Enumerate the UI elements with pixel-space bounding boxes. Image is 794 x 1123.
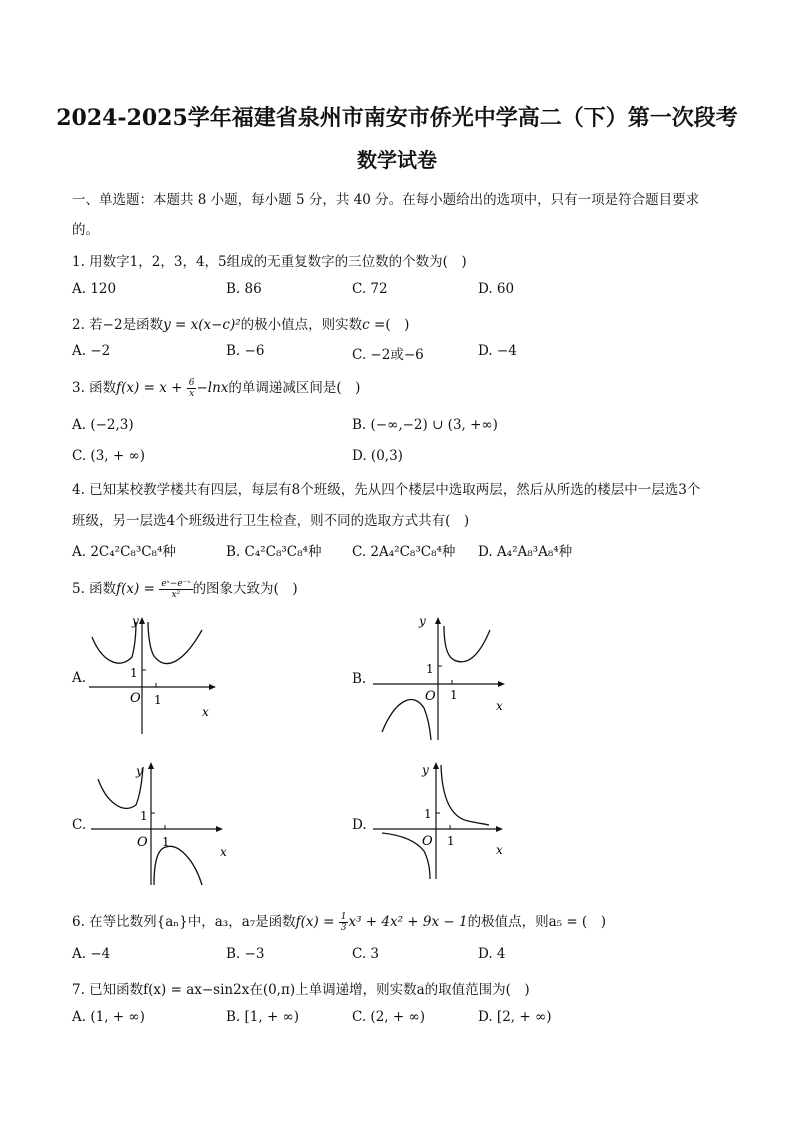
graph-c-tick-x: 1 [162, 835, 170, 849]
q6-formula-a: f(x) = [295, 914, 335, 930]
graph-b-x-label: x [496, 699, 503, 713]
question-6-stem [72, 910, 606, 933]
graph-d-y-label: y [422, 763, 429, 777]
graph-d-x-arrow [496, 826, 503, 832]
graph-c-origin: O [137, 835, 148, 850]
graph-b-tick-y: 1 [426, 662, 434, 676]
q2-suffix: 的极小值点，则实数 [240, 317, 363, 333]
q5-frac-den: x² [171, 590, 181, 600]
graph-a-y-label: y [132, 614, 139, 628]
q5-formula: f(x) = [116, 581, 155, 597]
graph-c-y-arrow [148, 762, 154, 769]
graph-c-x-label: x [220, 845, 227, 859]
question-7-stem: 7. 已知函数f(x) = ax−sin2x在(0,π)上单调递增，则实数a的取值范围为( ) [72, 982, 530, 998]
graph-b-y-arrow [435, 617, 441, 624]
q3-formula-a: f(x) = x + [116, 380, 183, 396]
question-4-stem-cont: 班级，另一层选4个班级进行卫生检查，则不同的选取方式共有( ) [72, 513, 470, 529]
q4-option-b[interactable]: B. C₄²C₈³C₈⁴种 [226, 544, 322, 560]
q1-option-b[interactable]: B. 86 [226, 281, 262, 297]
q5-graph-c[interactable] [86, 757, 236, 889]
section-heading-cont: 的。 [72, 222, 99, 238]
graph-a-origin: O [130, 691, 141, 706]
question-2-stem [72, 313, 409, 333]
question-1-stem: 1. 用数字1，2，3，4，5组成的无重复数字的三位数的个数为( ) [72, 254, 467, 270]
graph-d-origin: O [422, 834, 433, 849]
graph-c-tick-y: 1 [140, 809, 148, 823]
exam-subtitle: 数学试卷 [357, 148, 437, 172]
graph-d-curve-right [441, 765, 489, 825]
q2-option-c[interactable]: C. −2或−6 [352, 347, 424, 363]
graph-a-curve-right [148, 622, 202, 664]
q4-option-a[interactable]: A. 2C₄²C₈³C₈⁴种 [72, 544, 176, 560]
graph-b-origin: O [425, 689, 436, 704]
q6-option-b[interactable]: B. −3 [226, 946, 265, 962]
question-3-stem [72, 376, 360, 399]
q5-option-d[interactable]: D. [352, 817, 367, 833]
graph-c-x-arrow [216, 826, 223, 832]
q7-option-a[interactable]: A. (1, + ∞) [72, 1009, 145, 1025]
graph-a-x-arrow [209, 684, 216, 690]
q5-graph-a[interactable] [84, 612, 224, 737]
question-5-stem [72, 577, 298, 600]
q7-option-d[interactable]: D. [2, + ∞) [478, 1009, 552, 1025]
q2-option-d[interactable]: D. −4 [478, 343, 517, 359]
graph-d-x-label: x [496, 843, 503, 857]
q4-option-d[interactable]: D. A₄²A₈³A₈⁴种 [478, 544, 573, 560]
q3-formula-b: −lnx [196, 380, 229, 396]
q6-suffix: 的极值点，则a₅ = ( ) [467, 914, 606, 930]
q5-frac-num: eˣ−e⁻ˣ [161, 579, 191, 589]
q3-suffix: 的单调递减区间是( ) [228, 380, 361, 396]
q6-prefix: 6. 在等比数列{aₙ}中，a₃，a₇是函数 [72, 914, 296, 930]
q3-option-b[interactable]: B. (−∞,−2) ∪ (3, +∞) [352, 417, 498, 433]
q1-option-d[interactable]: D. 60 [478, 281, 515, 297]
section-heading: 一、单选题：本题共 8 小题，每小题 5 分，共 40 分。在每小题给出的选项中，只有一项是符合题目要求 [72, 192, 700, 208]
q3-prefix: 3. 函数 [72, 380, 117, 396]
q5-suffix: 的图象大致为( ) [192, 581, 298, 597]
exam-title: 2024-2025学年福建省泉州市南安市侨光中学高二（下）第一次段考 [56, 105, 738, 131]
graph-d-tick-x: 1 [447, 834, 455, 848]
graph-d-tick-y: 1 [424, 807, 432, 821]
q5-option-b[interactable]: B. [352, 671, 367, 687]
q1-option-c[interactable]: C. 72 [352, 281, 388, 297]
graph-a-tick-y: 1 [130, 666, 138, 680]
q6-option-c[interactable]: C. 3 [352, 946, 380, 962]
graph-b-y-label: y [419, 614, 426, 628]
q6-formula-b: x³ + 4x² + 9x − 1 [348, 914, 468, 930]
q3-option-a[interactable]: A. (−2,3) [72, 417, 134, 433]
q5-fraction [159, 579, 192, 600]
q3-frac-den: x [189, 389, 195, 399]
graph-b-tick-x: 1 [450, 688, 458, 702]
q1-option-a[interactable]: A. 120 [72, 281, 117, 297]
q5-prefix: 5. 函数 [72, 581, 117, 597]
q2-option-a[interactable]: A. −2 [72, 343, 111, 359]
graph-a-x-label: x [202, 705, 209, 719]
q5-graph-b[interactable] [368, 612, 513, 744]
graph-c-y-label: y [136, 764, 143, 778]
graph-b-curve-right [444, 626, 490, 662]
graph-a-curve-left [92, 622, 136, 663]
graph-a-tick-x: 1 [154, 693, 162, 707]
q3-option-d[interactable]: D. (0,3) [352, 448, 403, 464]
q3-fraction [187, 378, 197, 399]
q6-frac-den: 3 [340, 923, 347, 933]
q2-option-b[interactable]: B. −6 [226, 343, 265, 359]
q6-option-d[interactable]: D. 4 [478, 946, 506, 962]
q5-option-a[interactable]: A. [72, 670, 87, 686]
graph-d-y-arrow [433, 762, 439, 769]
graph-c-curve-right [154, 846, 202, 885]
q3-option-c[interactable]: C. (3, + ∞) [72, 448, 145, 464]
q2-end: =( ) [369, 317, 410, 333]
q2-var: c [362, 317, 370, 333]
q6-fraction [339, 912, 349, 933]
graph-b-curve-left [382, 700, 431, 740]
q7-option-c[interactable]: C. (2, + ∞) [352, 1009, 425, 1025]
q6-option-a[interactable]: A. −4 [72, 946, 111, 962]
q2-prefix: 2. 若−2是函数 [72, 317, 164, 333]
question-4-stem: 4. 已知某校教学楼共有四层，每层有8个班级，先从四个楼层中选取两层，然后从所选的楼层中一层选3个 [72, 482, 701, 498]
q5-option-c[interactable]: C. [72, 817, 87, 833]
q7-option-b[interactable]: B. [1, + ∞) [226, 1009, 300, 1025]
q2-formula: y = x(x−c)² [163, 317, 241, 333]
q3-frac-num: 6 [188, 378, 195, 388]
graph-a-y-arrow [139, 617, 145, 624]
q5-graph-d[interactable] [368, 757, 513, 882]
q4-option-c[interactable]: C. 2A₄²C₈³C₈⁴种 [352, 544, 456, 560]
graph-b-x-arrow [498, 681, 505, 687]
q6-frac-num: 1 [340, 912, 347, 922]
